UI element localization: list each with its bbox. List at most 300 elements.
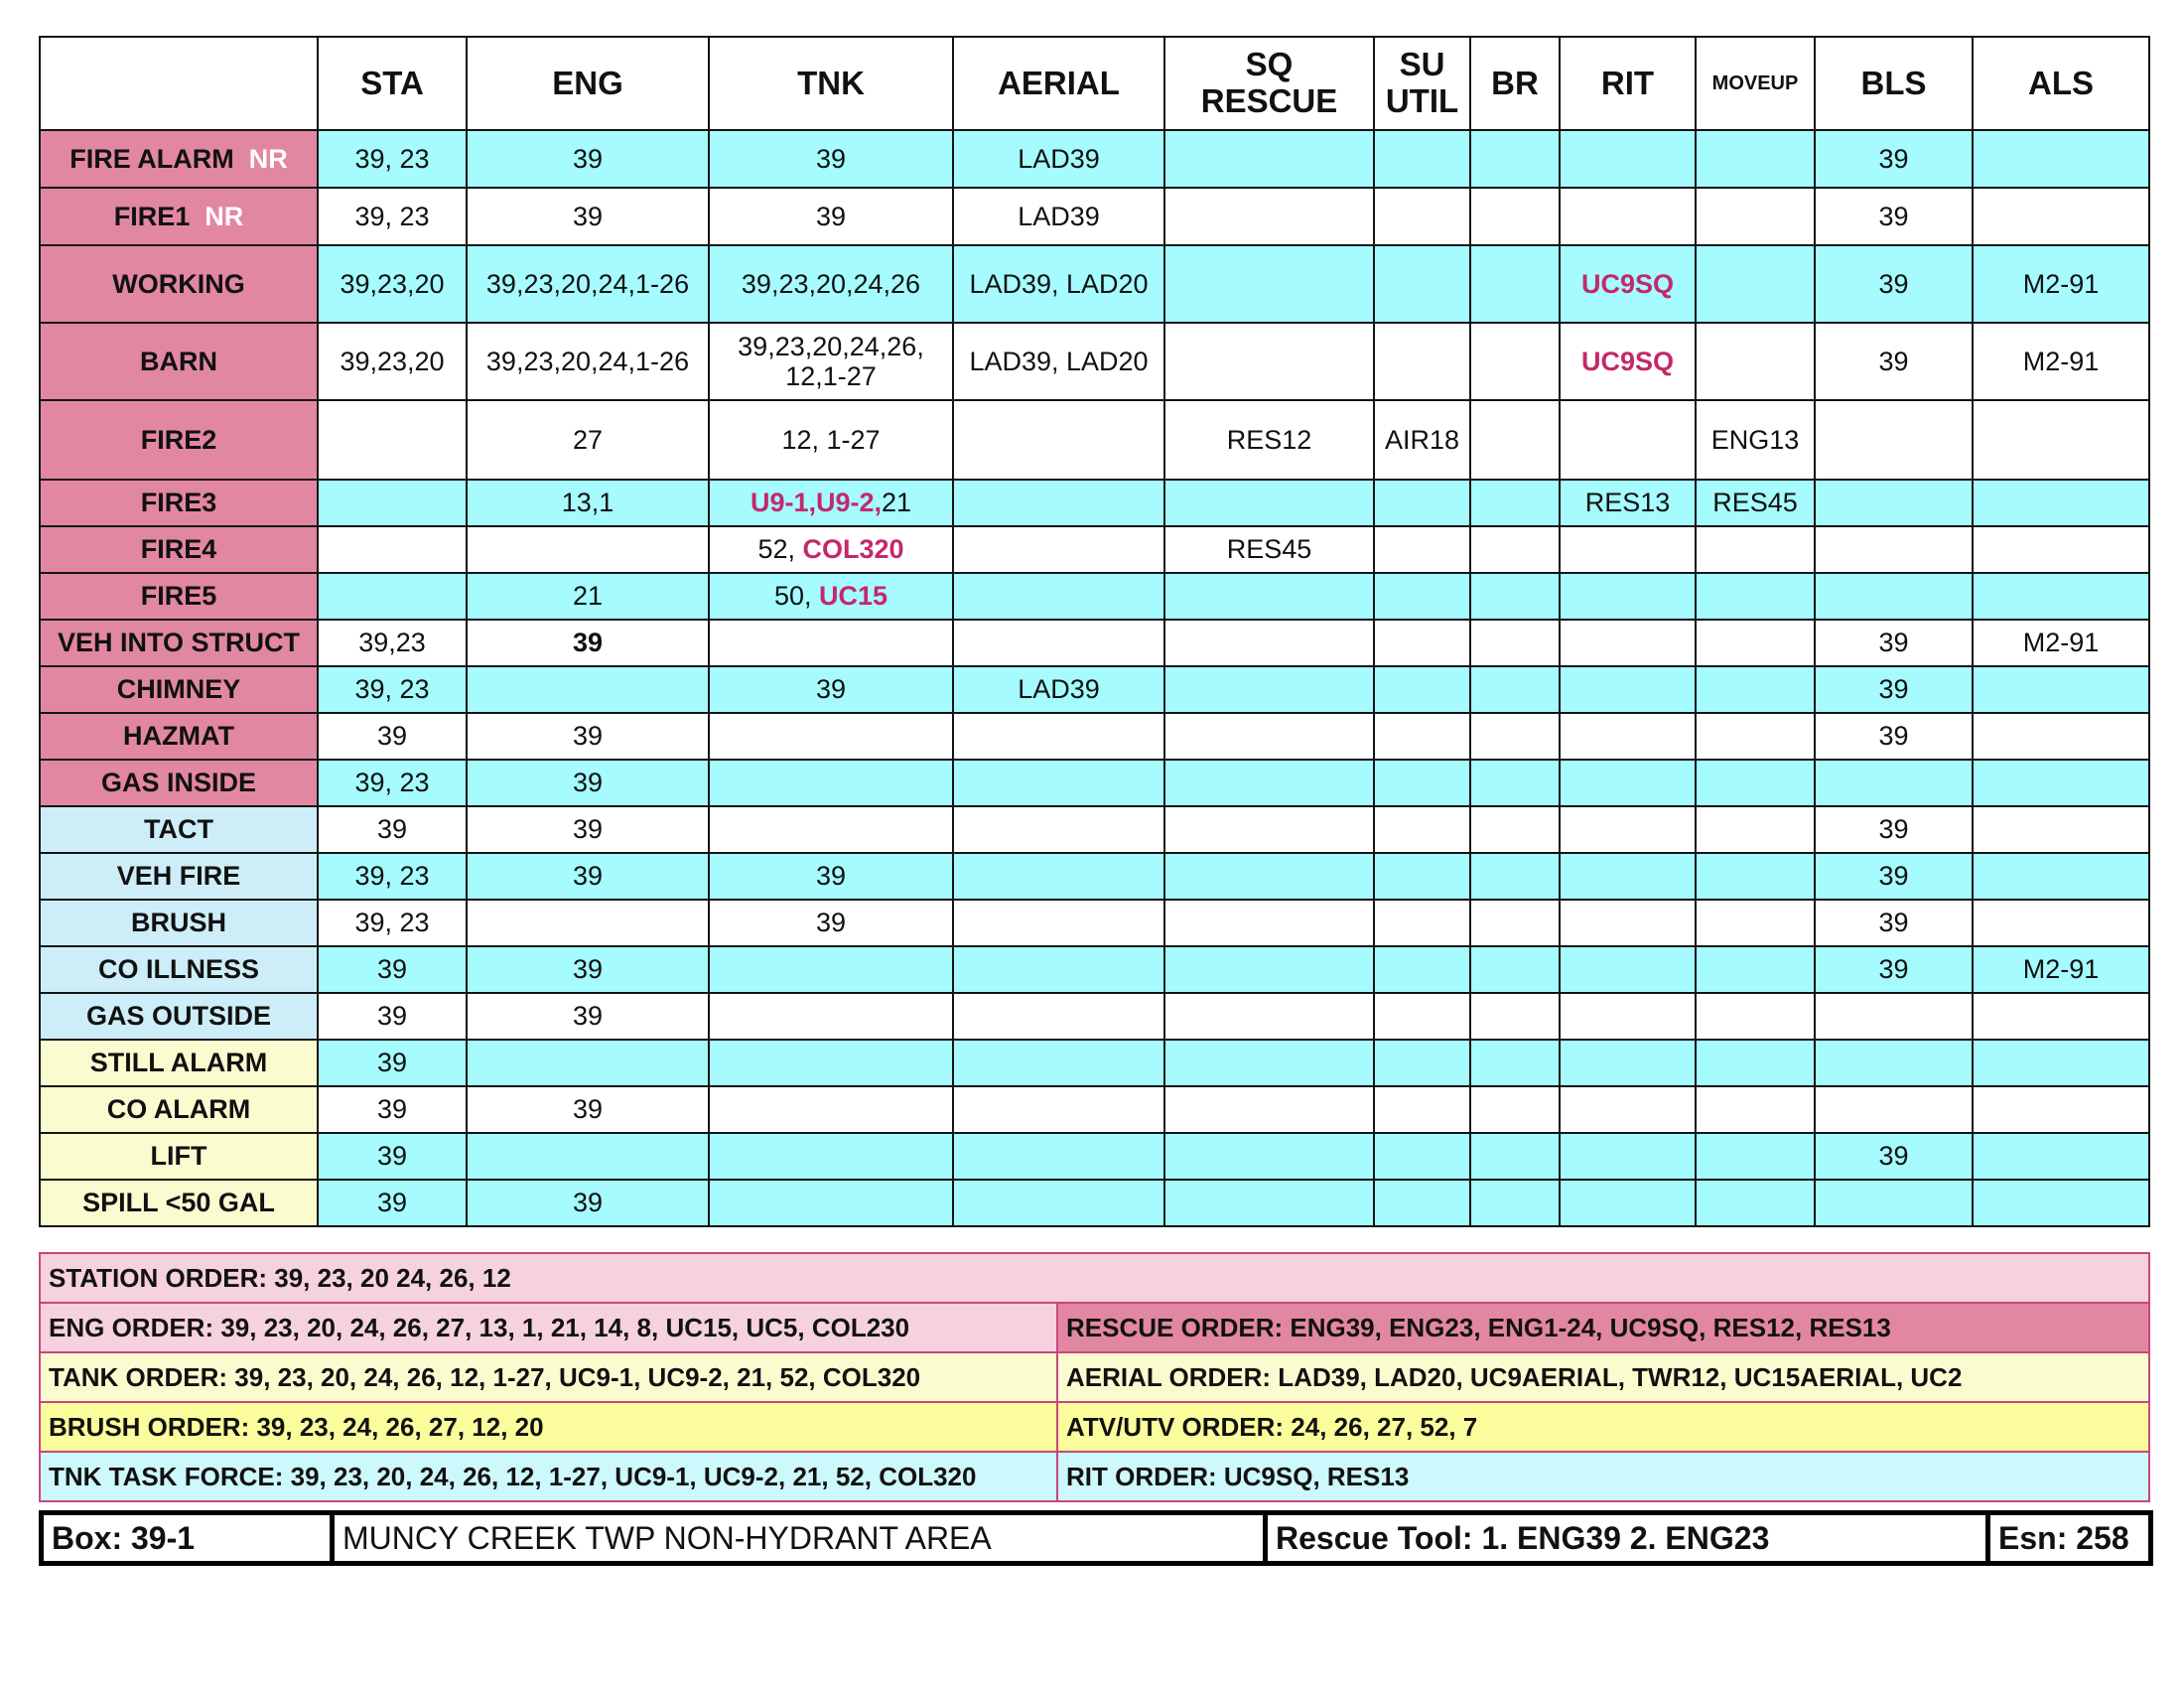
cell-rit (1560, 1133, 1696, 1180)
incident-type-label (40, 853, 318, 900)
cell-sta: 39, 23 (318, 760, 467, 806)
cell-rit (1560, 713, 1696, 760)
cell-sq-rescue (1164, 946, 1374, 993)
esn-number: Esn: 258 (1988, 1513, 2151, 1564)
table-row (40, 853, 2149, 900)
cell-moveup (1696, 130, 1815, 188)
cell-als: M2-91 (1973, 946, 2149, 993)
cell-als (1973, 188, 2149, 245)
incident-type-text: TACT (144, 814, 213, 845)
cell-sta (318, 526, 467, 573)
cell-aerial (953, 806, 1164, 853)
cell-sta (318, 400, 467, 480)
table-row (40, 400, 2149, 480)
incident-type-text: FIRE4 (140, 534, 217, 565)
table-row (40, 130, 2149, 188)
cell-sq-rescue (1164, 1180, 1374, 1226)
cell-aerial (953, 853, 1164, 900)
table-row (40, 666, 2149, 713)
incident-type-label (40, 1086, 318, 1133)
cell-br (1470, 760, 1560, 806)
cell-eng: 39 (467, 1180, 709, 1226)
cell-sta: 39 (318, 1040, 467, 1086)
cell-br (1470, 480, 1560, 526)
table-row (40, 1133, 2149, 1180)
header-blank (40, 37, 318, 130)
cell-moveup (1696, 620, 1815, 666)
incident-type-text: BRUSH (130, 908, 226, 938)
cell-rit (1560, 573, 1696, 620)
cell-sta: 39,23,20 (318, 323, 467, 400)
cell-su-util (1374, 526, 1470, 573)
cell-sta: 39 (318, 713, 467, 760)
cell-als (1973, 400, 2149, 480)
incident-type-label (40, 188, 318, 245)
cell-sq-rescue: RES45 (1164, 526, 1374, 573)
cell-moveup (1696, 1180, 1815, 1226)
cell-tnk (709, 1086, 953, 1133)
incident-type-label (40, 480, 318, 526)
rescue-order: RESCUE ORDER: ENG39, ENG23, ENG1-24, UC9SQ, RES12, RES13 (1057, 1303, 2149, 1352)
incident-type-text: FIRE2 (140, 424, 217, 455)
cell-moveup (1696, 1086, 1815, 1133)
incident-type-label (40, 900, 318, 946)
header-sta: STA (318, 37, 467, 130)
cell-sq-rescue (1164, 993, 1374, 1040)
cell-bls: 39 (1815, 806, 1973, 853)
cell-br (1470, 666, 1560, 713)
cell-br (1470, 400, 1560, 480)
incident-type-text: VEH INTO STRUCT (57, 628, 300, 658)
cell-sq-rescue (1164, 323, 1374, 400)
cell-eng: 39 (467, 130, 709, 188)
cell-bls (1815, 573, 1973, 620)
cell-su-util (1374, 480, 1470, 526)
cell-br (1470, 573, 1560, 620)
cell-su-util (1374, 1180, 1470, 1226)
cell-rit: UC9SQ (1560, 323, 1696, 400)
cell-eng: 39 (467, 853, 709, 900)
cell-eng: 27 (467, 400, 709, 480)
cell-eng: 39 (467, 806, 709, 853)
cell-als (1973, 853, 2149, 900)
cell-su-util (1374, 130, 1470, 188)
cell-tnk (709, 806, 953, 853)
cell-als (1973, 130, 2149, 188)
incident-type-text: LIFT (150, 1141, 207, 1172)
cell-tnk: 39 (709, 900, 953, 946)
cell-rit (1560, 1086, 1696, 1133)
incident-type-label (40, 760, 318, 806)
cell-su-util (1374, 620, 1470, 666)
cell-rit: UC9SQ (1560, 245, 1696, 323)
cell-sq-rescue (1164, 666, 1374, 713)
cell-moveup (1696, 900, 1815, 946)
table-row (40, 526, 2149, 573)
atv-utv-order: ATV/UTV ORDER: 24, 26, 27, 52, 7 (1057, 1402, 2149, 1452)
cell-als (1973, 1086, 2149, 1133)
cell-sta (318, 480, 467, 526)
cell-eng: 39 (467, 1086, 709, 1133)
cell-bls: 39 (1815, 666, 1973, 713)
cell-aerial (953, 713, 1164, 760)
cell-moveup (1696, 666, 1815, 713)
cell-tnk: 39 (709, 666, 953, 713)
cell-bls (1815, 993, 1973, 1040)
cell-als (1973, 666, 2149, 713)
cell-bls: 39 (1815, 188, 1973, 245)
orders-row (40, 1303, 2149, 1352)
header-moveup: MOVEUP (1696, 37, 1815, 130)
orders-row (40, 1402, 2149, 1452)
cell-sta: 39,23,20 (318, 245, 467, 323)
header-tnk: TNK (709, 37, 953, 130)
incident-type-label (40, 573, 318, 620)
table-row (40, 1180, 2149, 1226)
cell-br (1470, 853, 1560, 900)
cell-als (1973, 1180, 2149, 1226)
cell-sq-rescue: RES12 (1164, 400, 1374, 480)
incident-type-label (40, 130, 318, 188)
incident-type-text: WORKING (112, 268, 245, 299)
cell-tnk: 39 (709, 188, 953, 245)
cell-moveup (1696, 713, 1815, 760)
incident-type-label (40, 946, 318, 993)
cell-rit (1560, 993, 1696, 1040)
station-order: STATION ORDER: 39, 23, 20 24, 26, 12 (40, 1253, 2149, 1303)
cell-su-util (1374, 713, 1470, 760)
cell-eng: 39 (467, 993, 709, 1040)
cell-aerial (953, 946, 1164, 993)
cell-su-util (1374, 188, 1470, 245)
cell-bls (1815, 760, 1973, 806)
cell-sq-rescue (1164, 853, 1374, 900)
cell-aerial (953, 760, 1164, 806)
cell-als (1973, 993, 2149, 1040)
cell-eng (467, 1040, 709, 1086)
dispatch-grid (39, 36, 2150, 1227)
cell-sta: 39 (318, 1180, 467, 1226)
table-row (40, 323, 2149, 400)
incident-type-text: HAZMAT (123, 721, 234, 752)
cell-moveup (1696, 526, 1815, 573)
cell-sta (318, 573, 467, 620)
cell-tnk (709, 760, 953, 806)
incident-type-text: GAS OUTSIDE (85, 1001, 272, 1032)
header-aerial: AERIAL (953, 37, 1164, 130)
orders-row (40, 1352, 2149, 1402)
cell-tnk (709, 993, 953, 1040)
cell-sq-rescue (1164, 713, 1374, 760)
cell-br (1470, 188, 1560, 245)
cell-bls: 39 (1815, 620, 1973, 666)
cell-aerial (953, 1133, 1164, 1180)
cell-eng (467, 1133, 709, 1180)
cell-bls: 39 (1815, 1133, 1973, 1180)
cell-moveup (1696, 1040, 1815, 1086)
cell-moveup (1696, 1133, 1815, 1180)
cell-su-util (1374, 666, 1470, 713)
cell-br (1470, 1040, 1560, 1086)
cell-rit (1560, 1180, 1696, 1226)
non-response-tag: NR (248, 143, 288, 174)
cell-als (1973, 573, 2149, 620)
cell-br (1470, 1086, 1560, 1133)
orders-row (40, 1253, 2149, 1303)
cell-als (1973, 1040, 2149, 1086)
table-row (40, 713, 2149, 760)
cell-tnk (709, 1180, 953, 1226)
cell-bls (1815, 1086, 1973, 1133)
cell-als: M2-91 (1973, 245, 2149, 323)
brush-order: BRUSH ORDER: 39, 23, 24, 26, 27, 12, 20 (40, 1402, 1057, 1452)
cell-sq-rescue (1164, 573, 1374, 620)
cell-br (1470, 245, 1560, 323)
footer-bar (39, 1510, 2153, 1566)
cell-tnk (709, 946, 953, 993)
cell-moveup (1696, 760, 1815, 806)
cell-aerial (953, 526, 1164, 573)
cell-rit (1560, 620, 1696, 666)
rescue-tool: Rescue Tool: 1. ENG39 2. ENG23 (1266, 1513, 1988, 1564)
incident-type-text: BARN (140, 346, 217, 376)
cell-eng: 21 (467, 573, 709, 620)
cell-rit (1560, 806, 1696, 853)
table-row (40, 946, 2149, 993)
rit-order: RIT ORDER: UC9SQ, RES13 (1057, 1452, 2149, 1501)
cell-rit (1560, 1040, 1696, 1086)
table-row (40, 480, 2149, 526)
cell-br (1470, 946, 1560, 993)
cell-aerial (953, 400, 1164, 480)
table-row (40, 806, 2149, 853)
incident-type-label (40, 323, 318, 400)
cell-rit (1560, 666, 1696, 713)
cell-br (1470, 900, 1560, 946)
cell-su-util (1374, 806, 1470, 853)
table-row (40, 188, 2149, 245)
cell-eng (467, 900, 709, 946)
header-bls: BLS (1815, 37, 1973, 130)
cell-br (1470, 806, 1560, 853)
incident-type-text: FIRE1 (113, 201, 191, 231)
cell-sta: 39 (318, 1086, 467, 1133)
cell-aerial (953, 1040, 1164, 1086)
cell-sta: 39, 23 (318, 900, 467, 946)
cell-rit (1560, 400, 1696, 480)
cell-als (1973, 480, 2149, 526)
table-row (40, 760, 2149, 806)
cell-aerial (953, 620, 1164, 666)
header-row (40, 37, 2149, 130)
cell-bls (1815, 526, 1973, 573)
cell-su-util (1374, 993, 1470, 1040)
cell-tnk: 39 (709, 853, 953, 900)
cell-sta: 39 (318, 1133, 467, 1180)
table-row (40, 993, 2149, 1040)
cell-aerial (953, 900, 1164, 946)
cell-als (1973, 713, 2149, 760)
incident-type-label (40, 806, 318, 853)
cell-br (1470, 713, 1560, 760)
area-name: MUNCY CREEK TWP NON-HYDRANT AREA (333, 1513, 1266, 1564)
cell-als: M2-91 (1973, 323, 2149, 400)
footer-row (42, 1513, 2151, 1564)
box-number: Box: 39-1 (42, 1513, 333, 1564)
cell-br (1470, 323, 1560, 400)
cell-bls (1815, 1180, 1973, 1226)
cell-sq-rescue (1164, 188, 1374, 245)
cell-als (1973, 900, 2149, 946)
cell-moveup (1696, 245, 1815, 323)
cell-rit (1560, 900, 1696, 946)
cell-rit (1560, 188, 1696, 245)
incident-type-text: CO ILLNESS (97, 954, 259, 985)
incident-type-label (40, 245, 318, 323)
cell-als (1973, 760, 2149, 806)
cell-eng (467, 526, 709, 573)
orders-row (40, 1452, 2149, 1501)
cell-eng: 39 (467, 713, 709, 760)
cell-eng (467, 666, 709, 713)
cell-tnk (709, 713, 953, 760)
cell-bls (1815, 1040, 1973, 1086)
incident-type-text: CHIMNEY (116, 674, 241, 705)
table-row (40, 573, 2149, 620)
cell-tnk: 39,23,20,24,26 (709, 245, 953, 323)
cell-rit (1560, 853, 1696, 900)
incident-type-label (40, 993, 318, 1040)
cell-sq-rescue (1164, 130, 1374, 188)
cell-bls: 39 (1815, 900, 1973, 946)
cell-aerial: LAD39, LAD20 (953, 245, 1164, 323)
incident-type-text: FIRE3 (140, 488, 217, 518)
cell-eng: 13,1 (467, 480, 709, 526)
cell-sq-rescue (1164, 900, 1374, 946)
cell-eng: 39,23,20,24,1-26 (467, 323, 709, 400)
cell-sq-rescue (1164, 480, 1374, 526)
cell-sq-rescue (1164, 245, 1374, 323)
cell-rit (1560, 130, 1696, 188)
cell-su-util (1374, 1040, 1470, 1086)
cell-tnk: 39,23,20,24,26, 12,1-27 (709, 323, 953, 400)
incident-type-label (40, 666, 318, 713)
cell-als (1973, 1133, 2149, 1180)
cell-als: M2-91 (1973, 620, 2149, 666)
cell-su-util (1374, 245, 1470, 323)
cell-moveup (1696, 806, 1815, 853)
cell-tnk: 52, COL320 (709, 526, 953, 573)
incident-type-text: GAS INSIDE (100, 768, 257, 798)
cell-aerial: LAD39 (953, 188, 1164, 245)
cell-sq-rescue (1164, 620, 1374, 666)
cell-rit (1560, 760, 1696, 806)
cell-br (1470, 526, 1560, 573)
cell-sta: 39 (318, 806, 467, 853)
incident-type-label (40, 1180, 318, 1226)
cell-eng: 39 (467, 620, 709, 666)
header-sq-rescue-text: SQ RESCUE (1200, 46, 1338, 119)
cell-aerial (953, 573, 1164, 620)
cell-sq-rescue (1164, 1040, 1374, 1086)
cell-rit: RES13 (1560, 480, 1696, 526)
cell-bls (1815, 480, 1973, 526)
cell-aerial: LAD39, LAD20 (953, 323, 1164, 400)
tnk-task-force: TNK TASK FORCE: 39, 23, 20, 24, 26, 12, 1-27, UC9-1, UC9-2, 21, 52, COL320 (40, 1452, 1057, 1501)
cell-su-util (1374, 1086, 1470, 1133)
incident-type-text: FIRE ALARM (69, 143, 234, 174)
cell-aerial (953, 480, 1164, 526)
cell-moveup: RES45 (1696, 480, 1815, 526)
cell-su-util (1374, 760, 1470, 806)
cell-als (1973, 806, 2149, 853)
incident-type-label (40, 620, 318, 666)
incident-type-text: STILL ALARM (89, 1048, 268, 1078)
cell-su-util (1374, 573, 1470, 620)
cell-sta: 39, 23 (318, 130, 467, 188)
incident-type-text: CO ALARM (106, 1094, 251, 1125)
cell-rit (1560, 526, 1696, 573)
cell-moveup (1696, 323, 1815, 400)
cell-moveup (1696, 993, 1815, 1040)
cell-moveup: ENG13 (1696, 400, 1815, 480)
orders-table (39, 1252, 2150, 1502)
cell-bls: 39 (1815, 323, 1973, 400)
cell-bls: 39 (1815, 713, 1973, 760)
header-sq-rescue (1164, 37, 1374, 130)
cell-sta: 39,23 (318, 620, 467, 666)
cell-su-util (1374, 853, 1470, 900)
cell-moveup (1696, 573, 1815, 620)
table-row (40, 1040, 2149, 1086)
cell-bls: 39 (1815, 853, 1973, 900)
incident-type-label (40, 713, 318, 760)
cell-sta: 39, 23 (318, 853, 467, 900)
cell-moveup (1696, 946, 1815, 993)
incident-type-text: FIRE5 (140, 581, 217, 612)
cell-aerial: LAD39 (953, 666, 1164, 713)
cell-sta: 39, 23 (318, 666, 467, 713)
header-rit: RIT (1560, 37, 1696, 130)
table-row (40, 620, 2149, 666)
cell-su-util (1374, 946, 1470, 993)
cell-tnk: U9-1,U9-2,21 (709, 480, 953, 526)
cell-sta: 39, 23 (318, 188, 467, 245)
cell-eng: 39 (467, 188, 709, 245)
cell-eng: 39 (467, 760, 709, 806)
cell-aerial: LAD39 (953, 130, 1164, 188)
cell-su-util: AIR18 (1374, 400, 1470, 480)
cell-sta: 39 (318, 993, 467, 1040)
tank-order: TANK ORDER: 39, 23, 20, 24, 26, 12, 1-27, UC9-1, UC9-2, 21, 52, COL320 (40, 1352, 1057, 1402)
table-row (40, 245, 2149, 323)
header-su-util-text: SU UTIL (1385, 46, 1459, 119)
incident-type-label (40, 1133, 318, 1180)
header-su-util (1374, 37, 1470, 130)
cell-eng: 39 (467, 946, 709, 993)
cell-moveup (1696, 853, 1815, 900)
incident-type-label (40, 1040, 318, 1086)
cell-tnk (709, 1133, 953, 1180)
incident-type-text: VEH FIRE (116, 861, 241, 892)
cell-sq-rescue (1164, 1133, 1374, 1180)
cell-bls (1815, 400, 1973, 480)
cell-aerial (953, 1180, 1164, 1226)
cell-sq-rescue (1164, 1086, 1374, 1133)
cell-moveup (1696, 188, 1815, 245)
cell-rit (1560, 946, 1696, 993)
cell-sq-rescue (1164, 760, 1374, 806)
